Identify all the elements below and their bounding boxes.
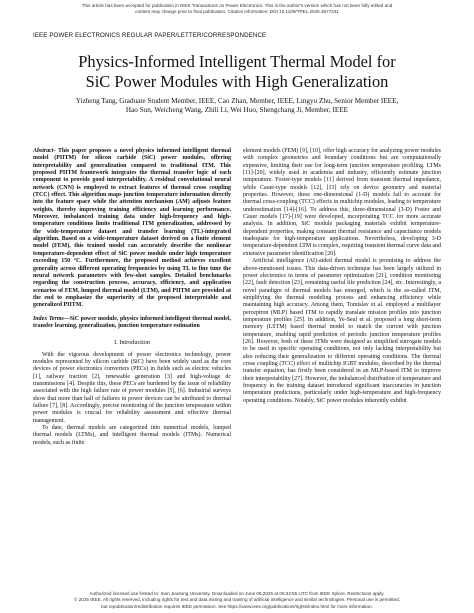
abstract-lead: Abstract- — [33, 148, 56, 154]
abstract — [33, 148, 231, 310]
authors-line-1: Yizheng Tang, Graduate Student Member, IEEE, Cao Zhan, Member, IEEE, Lingyu Zhu, Senior Member IEEE, — [75, 97, 399, 105]
left-column — [33, 148, 231, 447]
right-paragraph-1: element models (FEM) [9], [10], offer high accuracy for analyzing power modules with complex geometries and boundary conditions but are computationally expensive, limiting their use for long-term junction temperature profiling. LTMs [11]-[20], widely used in academia and industry, efficiently estimate junction temperature. Foster-type models [11] derived from transient thermal impedance, while Cauer-type models [12], [13] rely on device geometry and material properties. However, these one-dimensional (1-D) models fail to account for thermal cross-coupling (TCC) effects in multichip modules, leading to temperature underestimation [14]-[16]. To address this, three-dimensional (3-D) Foster and Cauer models [17]-[19] were developed, incorporating TCC for more accurate analysis. In addition, SiC module packaging materials exhibit temperature-dependent properties, making constant thermal resistance and capacitance models inadequate for high-temperature applications. Nevertheless, developing 3-D temperature-dependent LTM is complex, requiring transient thermal curve data and extensive parameter identification [20]. — [243, 148, 441, 257]
title-line-2: SiC Power Modules with High Generalization — [85, 72, 389, 91]
running-head: IEEE POWER ELECTRONICS REGULAR PAPER/LETTER/CORRESPONDENCE — [33, 32, 267, 39]
index-terms-lead: Index Terms — [33, 315, 64, 322]
footer-line-3: but republication/redistribution requires IEEE permission. See https://www.ieee.org/publications/rights/index.html for more information. — [101, 603, 373, 609]
footer-line-1: Authorized licensed use limited to: Xian Jiaotong University. Downloaded on June 08,2025 at 06:32:55 UTC from IEEE Xplore. Restrictions apply. — [89, 591, 385, 596]
author-list — [20, 97, 454, 116]
notice-line-2: content may change prior to final publication. Citation information: DOI 10.1109/TPEL.2025.3577241 — [135, 9, 339, 14]
index-terms-text: —SiC power module, physics informed intelligent thermal model, transfer learning, generalization, junction temperature estimation — [33, 315, 231, 329]
publication-notice — [0, 3, 474, 15]
abstract-text: This paper proposes a novel physics informed intelligent thermal model (PIITM) for silicon carbide (SiC) power modules, offering interpretability and generalization compared to traditional ITM. This proposed PIITM framework integrates the thermal transfer logic of each component to provide good interpretability. A residual convolutional neural network (CNN) is employed to extract features of thermal cross coupling (TCC) effect. This algorithm maps junction temperature information directly into the feature space while the attention mechanism (AM) adjusts feature weights, thereby improving training efficiency and learning performance. Moreover, imbalanced training data under high-frequency and high-temperature conditions limits traditional ITM generalization, addressed by the wide-temperature dataset and transfer learning (TL)-integrated algorithm. Based on a wide-temperature dataset derived on a finite element model (FEM), this trained model can accurately describe the nonlinear temperature-dependent effect of SiC power module under high temperature exceeding 150 °C. Furthermore, the proposed method achieves excellent generality across different operating frequencies by using TL to fine tune the neural network parameters with few-shot samples. Detailed benchmarks regarding the construction process, accuracy, efficiency, and application scenarios of FEM, lumped thermal model (LTM), and PIITM are provided at the end to emphasize the superiority of the proposed interpretable and generalized PIITM. — [33, 148, 231, 309]
intro-paragraph-1: With the vigorous development of power electronics technology, power modules represented by silicon carbide (SiC) have been widely used as the core devices of power electronics converters (PECs) in fields such as electric vehicles [1], railway traction [2], renewable generation [3] and high-voltage dc transmissions [4]. Despite this, these PECs are burdened by the issue of reliability associated with the high failure rate of power modules [5], [6]. Industrial surveys show that more than half of failures in power devices can be attributed to thermal failure [7], [8]. Accordingly, precise monitoring of the junction temperature within power modules is crucial for reliability assessment and effective thermal management. — [33, 351, 231, 424]
intro-paragraph-2: To date, thermal models are categorized into numerical models, lumped thermal models (LTMs), and intelligent thermal models (ITMs). Numerical models, such as finite — [33, 425, 231, 446]
right-column — [243, 148, 441, 405]
section-heading-introduction: I. Introduction — [114, 339, 150, 347]
authors-line-2: Hao Sun, Weicheng Wang, Zhili Li, Wei Huo, Shengchang Ji, Member, IEEE — [125, 106, 349, 115]
notice-line-1: This article has been accepted for publication in IEEE Transactions on Power Electronics. This is the author's version which has not been fully edited and — [81, 3, 393, 8]
footer-line-2: © 2025 IEEE. All rights reserved, including rights for text and data mining and training of artificial intelligence and similar technologies. Personal use is permitted, — [74, 597, 400, 603]
right-paragraph-2: Artificial intelligence (AI)-aided thermal model is promising to address the above-mentioned issues. This data-driven technique has been largely utilized in power electronics in terms of parameter optimization [21], condition monitoring [22], fault detection [23], remaining useful life prediction [24], etc. Interestingly, a novel paradigm of thermal models has emerged, which is the so-called ITM, simplifying the thermal modeling process and enhancing efficiency while maintaining high accuracy. Among them, Tomislav et al. employed a multilayer perceptron (MLP) based ITM to rapidly translate mission profiles into junction temperature profiles [25]. In addition, Ye-Seul et al. proposed a long short-term memory (LSTM) based thermal model to match the current with junction temperature, enabling rapid prediction of periodic junction temperature profiles [26]. However, both of these ITMs were designed as simplified surrogate models to be used in specific operating conditions, not only lacking interpretability but also reducing their generalization to different operating conditions. The thermal cross coupling (TCC) effect of multichip IGBT modules, described by the thermal transfer equation, has firstly been considered in an MLP-based ITM to improve their interpretability [27]. However, the imbalanced distribution of temperature and frequency in the training dataset introduced significant inaccuracies in junction temperature predictions, particularly under high-temperature and high-frequency operating conditions. Notably, SiC power modules inherently exhibit — [243, 258, 441, 404]
index-terms — [33, 316, 231, 331]
paper-title — [0, 52, 474, 92]
license-footer — [0, 591, 474, 610]
title-line-1: Physics-Informed Intelligent Thermal Model for — [78, 52, 396, 71]
